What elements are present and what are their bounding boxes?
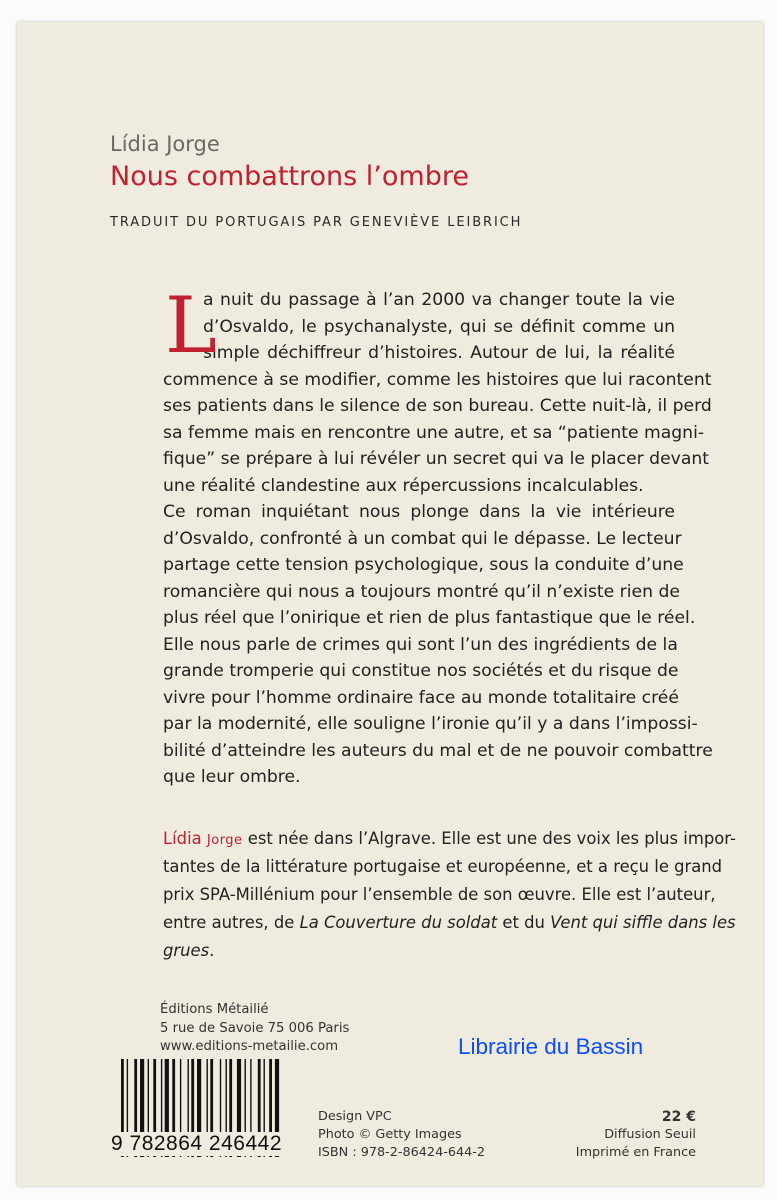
blurb-line: commence à se modifier, comme les histoires que lui racontent <box>163 369 712 390</box>
blurb-line: plus réel que l’onirique et rien de plus fantastique que le réel. <box>163 608 696 628</box>
bio-name: Lídia Jorge <box>163 829 243 848</box>
blurb-line: ses patients dans le silence de son bureau. Cette nuit-là, il perd <box>163 396 712 416</box>
blurb-line: romancière qui nous a toujours montré qu’il n’existe rien de <box>163 581 680 602</box>
blurb-line: bilité d’atteindre les auteurs du mal et de ne pouvoir combattre <box>163 740 713 761</box>
isbn: ISBN : 978-2-86424-644-2 <box>318 1145 486 1160</box>
publisher-address: 5 rue de Savoie 75 006 Paris <box>160 1020 350 1036</box>
bio-line: tantes de la littérature portugaise et européenne, et a reçu le grand <box>163 857 723 876</box>
blurb-line: grande tromperie qui constitue nos sociétés et du risque de <box>163 661 679 681</box>
blurb <box>163 281 713 791</box>
price: 22 € <box>661 1109 696 1125</box>
book-title: Nous combattrons l’ombre <box>110 161 469 192</box>
translator-credit: TRADUIT DU PORTUGAIS PAR GENEVIÈVE LEIBRICH <box>110 215 523 230</box>
blurb-line: que leur ombre. <box>163 767 301 787</box>
blurb-line: simple déchiffreur d’histoires. Autour de lui, la réalité <box>203 343 675 363</box>
blurb-line: une réalité clandestine aux répercussions incalculables. <box>163 475 644 496</box>
publisher-website: www.editions-metailie.com <box>160 1039 339 1054</box>
drop-cap: L <box>165 281 217 371</box>
blurb-line: d’Osvaldo, confronté à un combat qui le dépasse. Le lecteur <box>163 528 682 549</box>
bookshop-stamp: Librairie du Bassin <box>458 1034 644 1059</box>
blurb-line: Elle nous parle de crimes qui sont l’un des ingrédients de la <box>163 634 678 655</box>
blurb-line: partage cette tension psychologique, sous la conduite d’une <box>163 555 684 575</box>
price-info: 22 € Diffusion Seuil Imprimé en France <box>537 1108 696 1162</box>
publisher-info <box>160 1001 349 1057</box>
blurb-line: sa femme mais en rencontre une autre, et sa “patiente magni- <box>163 422 705 443</box>
author-name: Lídia Jorge <box>110 132 220 156</box>
author-bio: Lídia Jorge est née dans l’Algrave. Elle est une des voix les plus impor- tantes de la littérature portugaise et européenne, et a reçu le grand prix SPA-Millénium pour l’ensemble de son œuvre. Elle est l’auteur, entre autres, de La Couverture du soldat et du Vent qui siffle dans les grues. <box>163 829 736 960</box>
bio-line: prix SPA-Millénium pour l’ensemble de son œuvre. Elle est l’auteur, <box>163 885 716 904</box>
blurb-line: a nuit du passage à l’an 2000 va changer toute la vie <box>203 290 675 310</box>
blurb-line: Ce roman inquiétant nous plonge dans la vie intérieure <box>163 502 675 522</box>
publisher-name: Éditions Métailié <box>160 1002 269 1017</box>
barcode-number: 9 782864 246442 <box>111 1132 282 1155</box>
credits: Design VPC Photo © Getty Images ISBN : 978-2-86424-644-2 <box>318 1109 486 1160</box>
book-back-cover <box>17 22 763 1186</box>
blurb-line: d’Osvaldo, le psychanalyste, qui se définit comme un <box>203 316 675 337</box>
blurb-line: fique” se prépare à lui révéler un secret qui va le placer devant <box>163 449 710 469</box>
blurb-line: par la modernité, elle souligne l’ironie qu’il y a dans l’impossi- <box>163 714 698 734</box>
blurb-line: vivre pour l’homme ordinaire face au monde totalitaire créé <box>163 687 679 708</box>
